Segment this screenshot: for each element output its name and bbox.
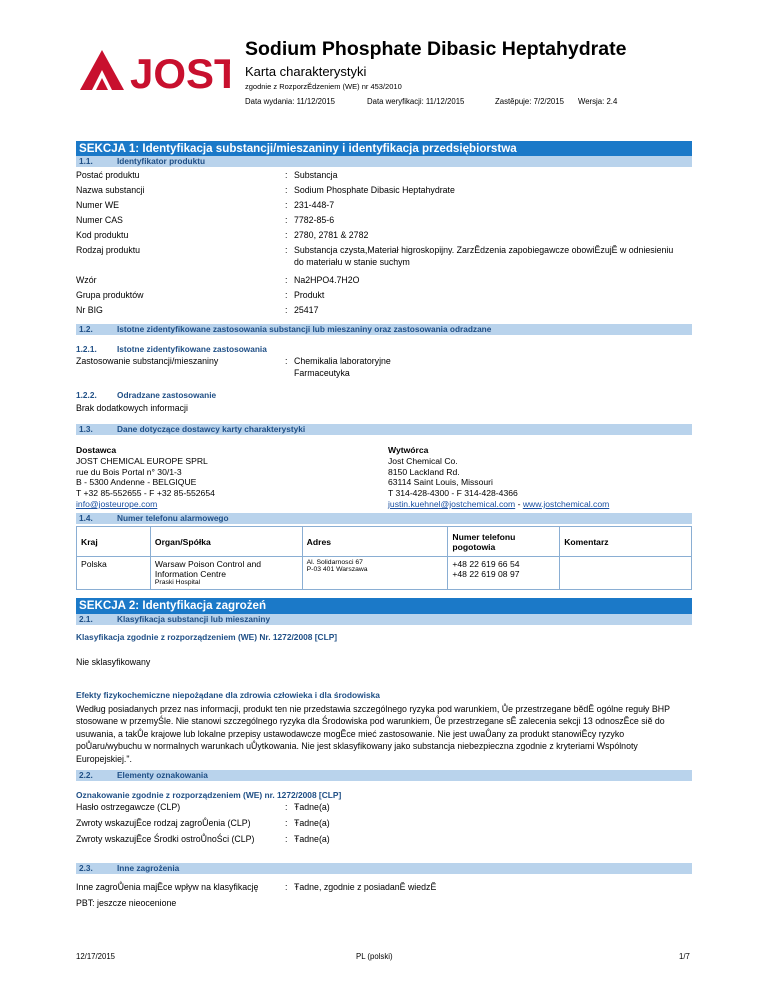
row-key: Kod produktu: [76, 230, 129, 240]
cell-komentarz: [560, 557, 692, 590]
organ-name: Warsaw Poison Control and Information Centre: [154, 559, 262, 579]
row-key: Grupa produktów: [76, 290, 144, 300]
subsection-number: 1.2.1.: [76, 344, 97, 354]
row-key: Nazwa substancji: [76, 185, 145, 195]
row-key: Zastosowanie substancji/mieszaniny: [76, 356, 219, 366]
subsection-number: 1.2.: [79, 324, 93, 334]
col-header-adres: Adres: [302, 527, 448, 557]
supplier-line: JOST CHEMICAL EUROPE SPRL: [76, 455, 208, 466]
document-title: Sodium Phosphate Dibasic Heptahydrate: [245, 38, 627, 60]
row-value: Ŧadne(a): [294, 834, 330, 844]
col-header-komentarz: Komentarz: [560, 527, 692, 557]
subsection-number: 1.2.2.: [76, 390, 97, 400]
subsection-label: Odradzane zastosowanie: [117, 390, 217, 400]
document-subtitle: Karta charakterystyki: [245, 64, 367, 79]
section-2-header: SEKCJA 2: Identyfikacja zagrożeń: [76, 598, 692, 613]
clp-classification-heading: Klasyfikacja zgodnie z rozporządzeniem (WE) Nr. 1272/2008 [CLP]: [76, 632, 338, 642]
subsection-label: Dane dotyczące dostawcy karty charakterystyki: [117, 424, 306, 434]
supplier-line: rue du Bois Portal n° 30/1-3: [76, 466, 182, 477]
subsection-label: Numer telefonu alarmowego: [117, 513, 229, 523]
row-key: Nr BIG: [76, 305, 103, 315]
pbt-text: PBT: jeszcze nieocenione: [76, 898, 177, 908]
row-value: Substancja czysta,Materiał higroskopijny. ZarzĔdzenia zapobiegawcze obowiĔzujĔ w odniesieniu do materiału w stanie suchym: [294, 245, 674, 267]
subsection-2-2: [76, 770, 692, 781]
row-key: Zwroty wskazujĔce Środki ostroŮnoŚci (CLP): [76, 834, 255, 844]
verify-date: Data weryfikacji: 11/12/2015: [367, 97, 465, 106]
supplier-line: B - 5300 Andenne - BELGIQUE: [76, 477, 197, 488]
subsection-label: Istotne zidentyfikowane zastosowania substancji lub mieszaniny oraz zastosowania odradzane: [117, 324, 492, 334]
row-key: Numer WE: [76, 200, 120, 210]
row-key: Rodzaj produktu: [76, 245, 141, 255]
jost-logo-mark: [78, 44, 230, 94]
col-header-kraj: Kraj: [77, 527, 151, 557]
manufacturer-heading: Wytwórca: [388, 445, 429, 455]
row-value: Na2HPO4.7H2O: [294, 275, 360, 285]
row-value: Ŧadne(a): [294, 818, 330, 828]
replaces-date: Zastĕpuje: 7/2/2015: [495, 97, 564, 106]
no-info-text: Brak dodatkowych informacji: [76, 403, 188, 413]
row-value: Produkt: [294, 290, 325, 300]
manufacturer-email-link[interactable]: justin.kuehnel@jostchemical.com: [388, 498, 516, 509]
row-key: Hasło ostrzegawcze (CLP): [76, 802, 181, 812]
subsection-number: 1.4.: [79, 513, 93, 523]
jost-logo: [78, 44, 230, 94]
subsection-1-3: [76, 424, 692, 435]
row-key: Zwroty wskazujĔce rodzaj zagroŮenia (CLP): [76, 818, 251, 828]
manufacturer-block: [388, 445, 609, 510]
use-value-1: Chemikalia laboratoryjne: [294, 356, 391, 366]
row-value: 231-448-7: [294, 200, 335, 210]
row-value: Ŧadne, zgodnie z posiadanĔ wiedzĔ: [294, 882, 437, 892]
col-header-numer: Numer telefonu pogotowia: [448, 527, 560, 557]
row-key: Numer CAS: [76, 215, 123, 225]
table-row: [77, 557, 692, 590]
col-header-organ: Organ/Spółka: [150, 527, 302, 557]
subsection-number: 1.3.: [79, 424, 93, 434]
supplier-email-link[interactable]: info@josteurope.com: [76, 498, 158, 509]
subsection-label: Klasyfikacja substancji lub mieszaniny: [117, 614, 271, 624]
manufacturer-web-link[interactable]: www.jostchemical.com: [522, 498, 610, 509]
subsection-label: Istotne zidentyfikowane zastosowania: [117, 344, 267, 354]
issue-date: Data wydania: 11/12/2015: [245, 97, 336, 106]
subsection-2-3: [76, 863, 692, 874]
cell-kraj: Polska: [77, 557, 151, 590]
phone-number: +48 22 619 08 97: [452, 569, 520, 579]
organ-sub: Praski Hospital: [154, 579, 201, 586]
manufacturer-line: T 314-428-4300 - F 314-428-4366: [388, 488, 518, 499]
emergency-phone-table: [76, 526, 692, 590]
subsection-1-4: [76, 513, 692, 524]
supplier-heading: Dostawca: [76, 445, 117, 455]
adres-line: Al. Solidarnosci 67: [306, 559, 363, 566]
subsection-number: 1.1.: [79, 156, 93, 166]
use-value-2: Farmaceutyka: [294, 368, 350, 378]
row-key: Postać produktu: [76, 170, 140, 180]
logo-text: JOST: [130, 50, 230, 94]
subsection-label: Inne zagrożenia: [117, 863, 180, 873]
cell-numer: [448, 557, 560, 590]
row-key: Inne zagroŮenia majĔce wpływ na klasyfikację: [76, 882, 259, 892]
row-value: Ŧadne(a): [294, 802, 330, 812]
row-value: 2780, 2781 & 2782: [294, 230, 369, 240]
row-value: 25417: [294, 305, 319, 315]
footer-language: PL (polski): [356, 952, 393, 961]
row-value: Substancja: [294, 170, 338, 180]
table-header-row: [77, 527, 692, 557]
footer-date: 12/17/2015: [76, 952, 116, 961]
effects-heading: Efekty fizykochemiczne niepożądane dla zdrowia człowieka i dla środowiska: [76, 690, 380, 700]
subsection-label: Elementy oznakowania: [117, 770, 208, 780]
manufacturer-line: 8150 Lackland Rd.: [388, 466, 460, 477]
supplier-line: T +32 85-552655 - F +32 85-552654: [76, 488, 215, 499]
subsection-label: Identyfikator produktu: [117, 156, 206, 166]
manufacturer-line: Jost Chemical Co.: [388, 455, 458, 466]
labelling-heading: Oznakowanie zgodnie z rozporządzeniem (WE) nr. 1272/2008 [CLP]: [76, 790, 342, 800]
subsection-1-2: [76, 324, 692, 335]
adres-line: P-03 401 Warszawa: [306, 566, 368, 573]
version: Wersja: 2.4: [578, 97, 618, 106]
subsection-number: 2.3.: [79, 863, 93, 873]
footer-page: 1/7: [679, 952, 690, 961]
subsection-number: 2.1.: [79, 614, 93, 624]
row-value: 7782-85-6: [294, 215, 335, 225]
phone-number: +48 22 619 66 54: [452, 559, 520, 569]
row-value: Sodium Phosphate Dibasic Heptahydrate: [294, 185, 455, 195]
section-1-header: SEKCJA 1: Identyfikacja substancji/mieszaniny i identyfikacja przedsiębiorstwa: [76, 141, 692, 156]
cell-organ: [150, 557, 302, 590]
effects-paragraph: Według posiadanych przez nas informacji, produkt ten nie przedstawia szczególnego ryzyka pod warunkiem, Ůe przestrzegane bĕdĔ ogólne reguły BHP stosowane w przemyŚle. Nie stanowi szczególnego ryzyka dla Środowiska pod warunkiem, Ůe przestrzegane sĔ zalecenia sekcji 13 odnoszĔce siĕ do usuwania, a takŮe krajowe lub lokalne przepisy ustawodawcze mogĔce mieć zastosowanie. Nie jest uwaŮany za produkt stanowiĔcy ryzyko poŮaru/wybuchu w normalnych warunkach uŮytkowania. Nie jest sklasyfikowany jako substancja niebezpieczna zgodnie z kryteriami Wspólnoty Europejskiej.".: [76, 704, 670, 764]
subsection-1-1: [76, 156, 692, 167]
manufacturer-line: 63114 Saint Louis, Missouri: [388, 477, 493, 488]
subsection-2-1: [76, 614, 692, 625]
link-separator: -: [515, 498, 523, 509]
subsection-number: 2.2.: [79, 770, 93, 780]
not-classified-text: Nie sklasyfikowany: [76, 657, 151, 667]
row-key: Wzór: [76, 275, 97, 285]
regulation-line: zgodnie z RozporzĔdzeniem (WE) nr 453/2010: [245, 82, 402, 91]
supplier-block: [76, 445, 215, 510]
cell-adres: [302, 557, 448, 590]
